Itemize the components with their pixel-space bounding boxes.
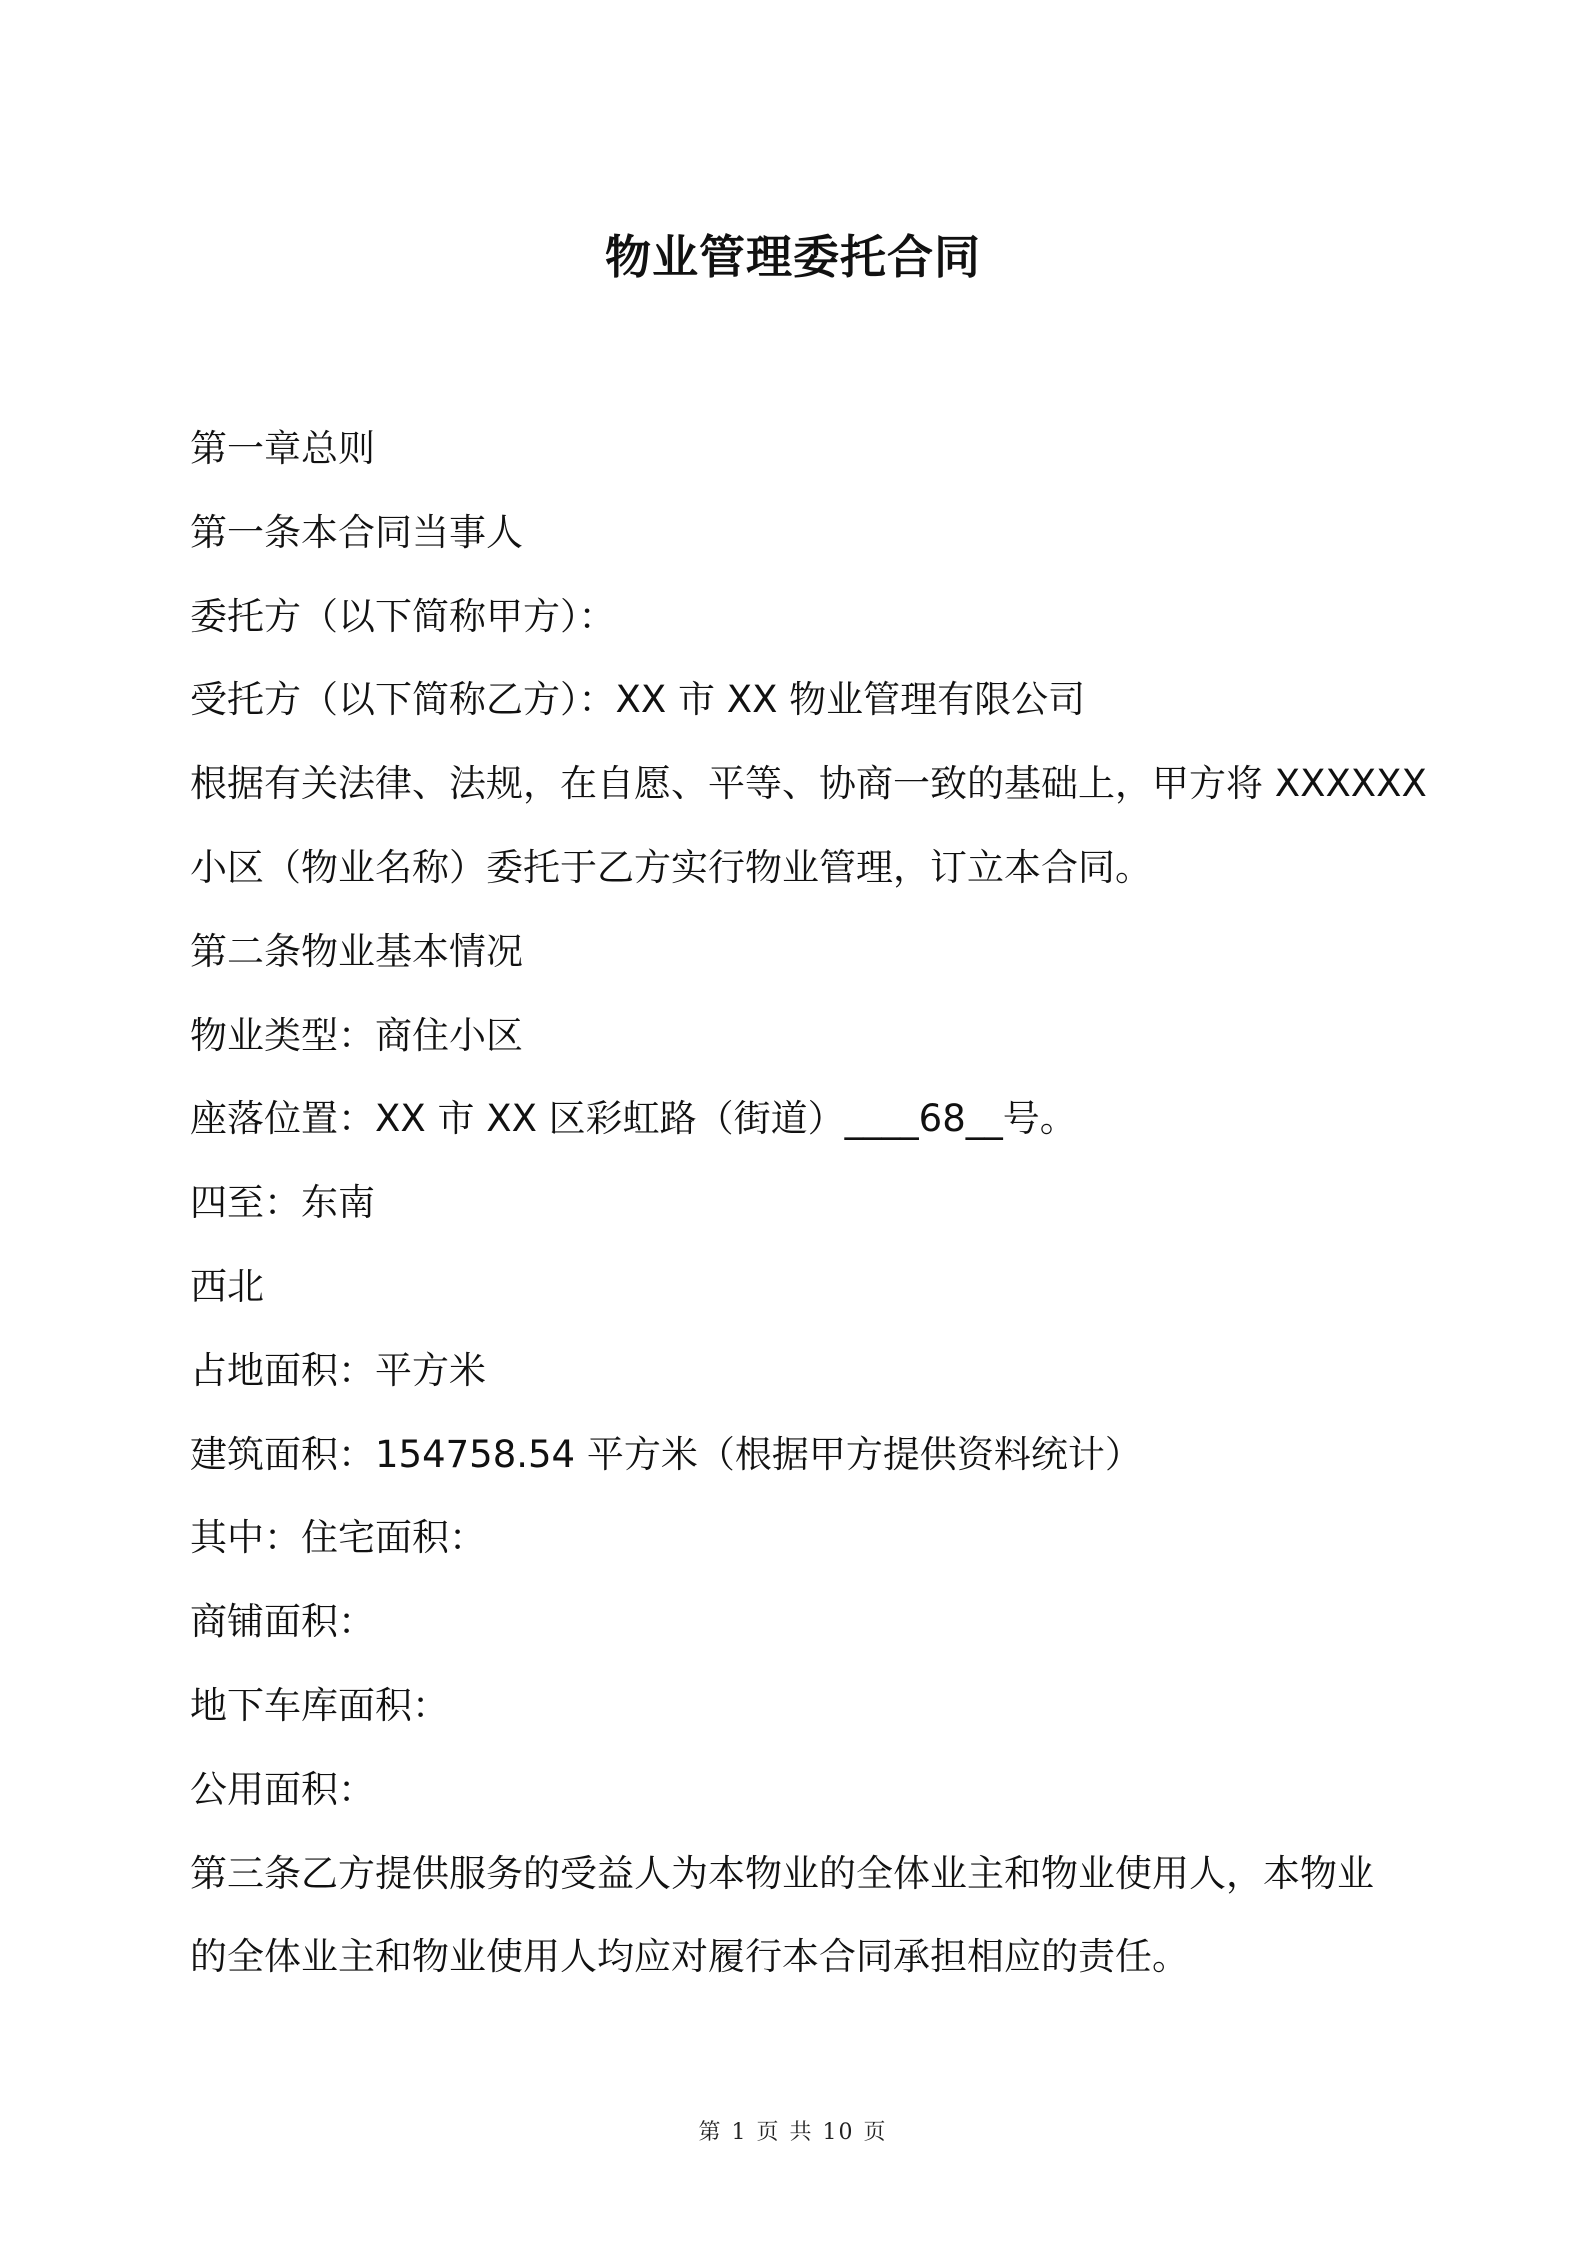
body-line: 建筑面积：154758.54 平方米（根据甲方提供资料统计）: [190, 1432, 1142, 1476]
article-heading: 第三条乙方提供服务的受益人为本物业的全体业主和物业使用人，本物业: [190, 1851, 1374, 1895]
body-line: 西北: [190, 1264, 264, 1308]
article-heading: 第一条本合同当事人: [190, 510, 523, 554]
body-line: 根据有关法律、法规，在自愿、平等、协商一致的基础上，甲方将 XXXXXX: [190, 762, 1427, 806]
body-line: 受托方（以下简称乙方）：XX 市 XX 物业管理有限公司: [190, 678, 1086, 722]
page-number: 第 1 页 共 10 页: [698, 2120, 888, 2145]
body-line: 公用面积：: [190, 1767, 375, 1811]
body-line: 小区（物业名称）委托于乙方实行物业管理，订立本合同。: [190, 845, 1152, 889]
body-line: 地下车库面积：: [190, 1683, 449, 1727]
chapter-heading: 第一章总则: [190, 427, 375, 470]
page-footer: [0, 2113, 1586, 2153]
document-body: [190, 414, 1427, 2006]
body-line: 商铺面积：: [190, 1600, 375, 1644]
body-line: 委托方（以下简称甲方）：: [190, 594, 616, 638]
body-line: 占地面积：平方米: [190, 1348, 486, 1392]
body-line: 其中：住宅面积：: [190, 1516, 486, 1560]
document-title: 物业管理委托合同: [605, 230, 981, 284]
body-line: 物业类型：商住小区: [190, 1013, 523, 1057]
body-line: 座落位置：XX 市 XX 区彩虹路（街道）____68__号。: [190, 1097, 1077, 1141]
article-heading: 第二条物业基本情况: [190, 929, 523, 973]
body-line: 的全体业主和物业使用人均应对履行本合同承担相应的责任。: [190, 1935, 1189, 1979]
body-line: 四至：东南: [190, 1181, 375, 1225]
